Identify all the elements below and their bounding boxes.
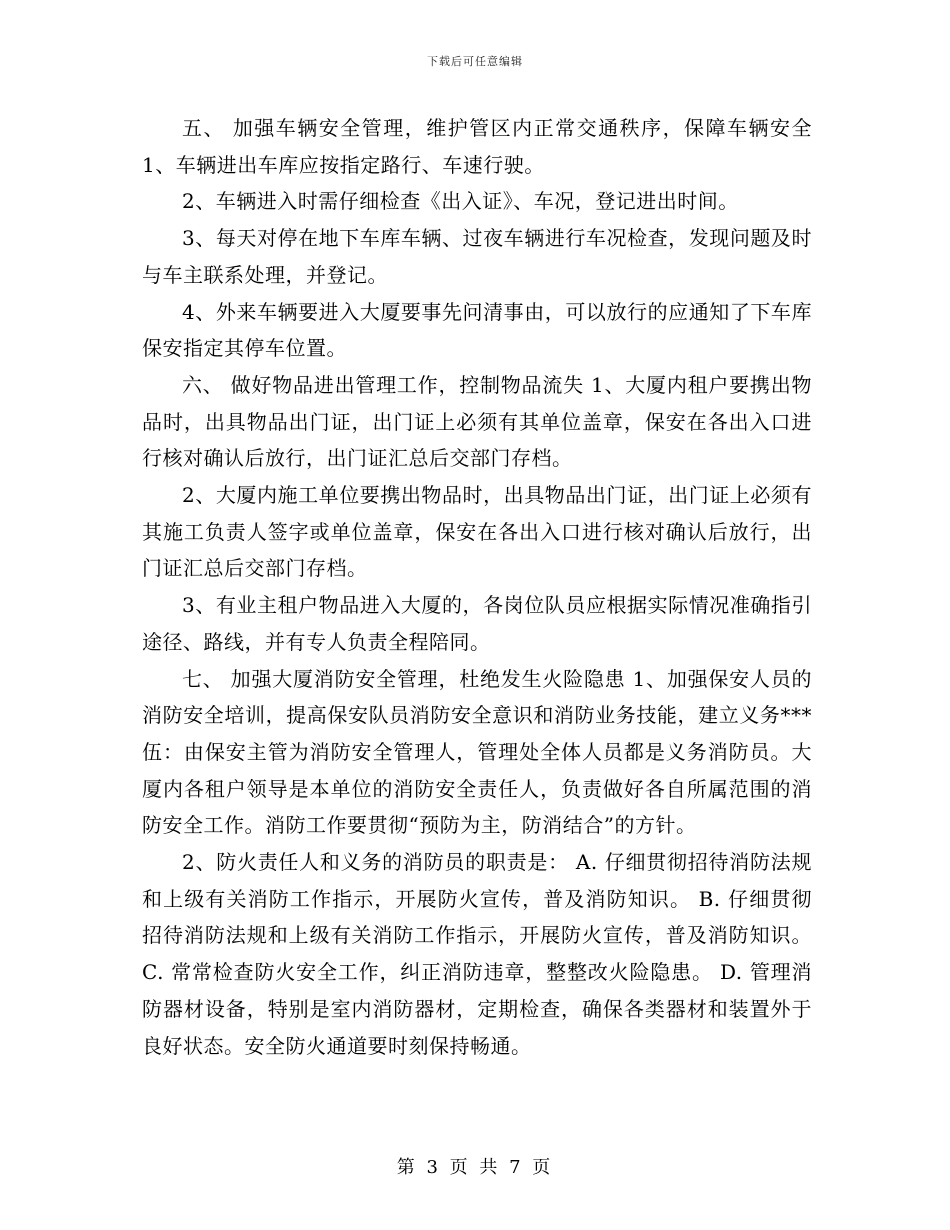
paragraph-section-6: 六、 做好物品进出管理工作，控制物品流失 1、大厦内租户要携出物品时，出具物品出门证，出门证上必须有其单位盖章，保安在各出入口进行核对确认后放行，出门证汇总后交部门存档。	[142, 372, 812, 471]
paragraph-item-6-2: 2、大厦内施工单位要携出物品时，出具物品出门证，出门证上必须有其施工负责人签字或单位盖章，保安在各出入口进行核对确认后放行，出门证汇总后交部门存档。	[142, 483, 812, 581]
paragraph-item-5-3: 3、每天对停在地下车库车辆、过夜车辆进行车况检查，发现问题及时与车主联系处理，并登记。	[142, 226, 812, 287]
paragraph-section-5: 五、 加强车辆安全管理，维护管区内正常交通秩序，保障车辆安全 1、车辆进出车库应按指定路行、车速行驶。	[142, 116, 812, 177]
paragraph-item-5-4: 4、外来车辆要进入大厦要事先问清事由，可以放行的应通知了下车库保安指定其停车位置。	[142, 299, 812, 361]
paragraph-item-6-3: 3、有业主租户物品进入大厦的，各岗位队员应根据实际情况准确指引途径、路线，并有专人负责全程陪同。	[142, 593, 812, 654]
page-header-note: 下载后可任意编辑	[427, 55, 523, 68]
paragraph-item-7-2: 2、防火责任人和义务的消防员的职责是： A. 仔细贯彻招待消防法规和上级有关消防工作指示，开展防火宣传，普及消防知识。 B. 仔细贯彻招待消防法规和上级有关消防工作指示，开展防火宣传，普及消防知识。 C. 常常检查防火安全工作，纠正消防违章，整整改火险隐患。 D. 管理消防器材设备，特别是室内消防器材，定期检查，确保各类器材和装置外于良好状态。安全防火通道要时刻保持畅通。	[142, 850, 812, 1058]
document-body	[142, 110, 812, 1064]
page-number-footer: 第 3 页 共 7 页	[396, 1157, 554, 1178]
paragraph-item-5-2: 2、车辆进入时需仔细检查《出入证》、车况，登记进出时间。	[182, 189, 739, 214]
paragraph-section-7: 七、 加强大厦消防安全管理，杜绝发生火险隐患 1、加强保安人员的消防安全培训，提高保安队员消防安全意识和消防业务技能，建立义务***伍：由保安主管为消防安全管理人，管理处全体人员都是义务消防员。大厦内各租户领导是本单位的消防安全责任人，负责做好各自所属范围的消防安全工作。消防工作要贯彻“预防为主，防消结合”的方针。	[142, 666, 812, 838]
